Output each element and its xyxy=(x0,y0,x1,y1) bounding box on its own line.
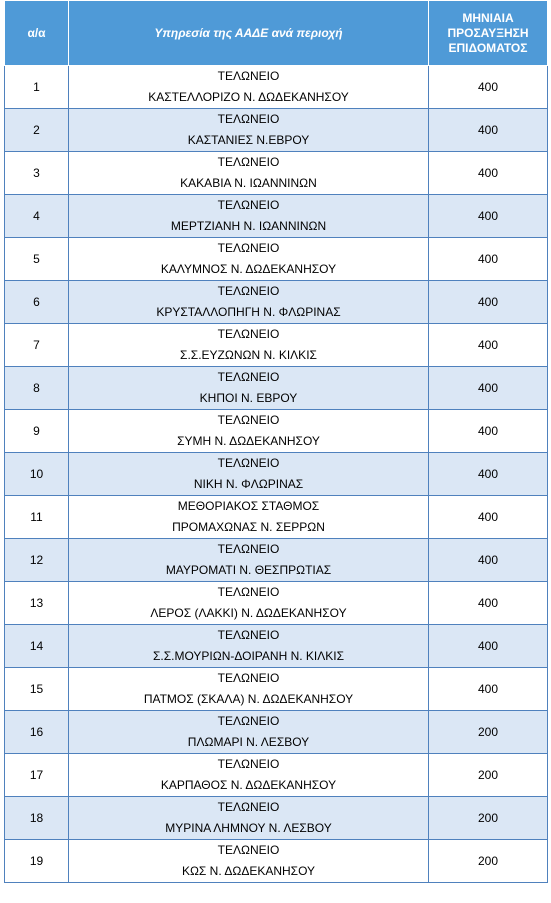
row-number: 13 xyxy=(5,582,69,625)
row-service xyxy=(69,410,429,453)
row-service xyxy=(69,453,429,496)
service-type: ΤΕΛΩΝΕΙΟ xyxy=(217,456,280,470)
row-number: 5 xyxy=(5,238,69,281)
row-number: 14 xyxy=(5,625,69,668)
service-location: ΜΥΡΙΝΑ ΛΗΜΝΟΥ Ν. ΛΕΣΒΟΥ xyxy=(165,821,332,835)
service-type: ΤΕΛΩΝΕΙΟ xyxy=(217,542,280,556)
service-type: ΤΕΛΩΝΕΙΟ xyxy=(217,757,280,771)
table-row xyxy=(5,238,548,281)
row-number: 1 xyxy=(5,66,69,109)
service-type: ΤΕΛΩΝΕΙΟ xyxy=(217,800,280,814)
row-amount: 400 xyxy=(429,668,548,711)
service-location: ΚΑΣΤΕΛΛΟΡΙΖΟ Ν. ΔΩΔΕΚΑΝΗΣΟΥ xyxy=(148,90,349,104)
row-number: 15 xyxy=(5,668,69,711)
table-row xyxy=(5,668,548,711)
row-number: 2 xyxy=(5,109,69,152)
row-number: 7 xyxy=(5,324,69,367)
service-location: ΜΑΥΡΟΜΑΤΙ Ν. ΘΕΣΠΡΩΤΙΑΣ xyxy=(165,563,332,577)
table-row xyxy=(5,367,548,410)
row-number: 9 xyxy=(5,410,69,453)
table-row xyxy=(5,195,548,238)
allowance-table xyxy=(4,0,548,883)
table-row xyxy=(5,281,548,324)
service-type: ΤΕΛΩΝΕΙΟ xyxy=(217,714,280,728)
row-amount: 400 xyxy=(429,496,548,539)
service-type: ΤΕΛΩΝΕΙΟ xyxy=(217,413,280,427)
service-location: ΝΙΚΗ Ν. ΦΛΩΡΙΝΑΣ xyxy=(193,477,304,491)
row-number: 6 xyxy=(5,281,69,324)
row-service xyxy=(69,539,429,582)
row-service xyxy=(69,367,429,410)
row-service xyxy=(69,711,429,754)
row-number: 12 xyxy=(5,539,69,582)
table-header-row xyxy=(5,1,548,66)
row-number: 18 xyxy=(5,797,69,840)
header-number: α/α xyxy=(5,1,69,66)
table-row xyxy=(5,539,548,582)
service-type: ΤΕΛΩΝΕΙΟ xyxy=(217,671,280,685)
table-row xyxy=(5,797,548,840)
row-amount: 400 xyxy=(429,582,548,625)
row-service xyxy=(69,238,429,281)
row-service xyxy=(69,582,429,625)
service-type: ΤΕΛΩΝΕΙΟ xyxy=(217,69,280,83)
table-body xyxy=(5,66,548,883)
table-row xyxy=(5,711,548,754)
row-number: 10 xyxy=(5,453,69,496)
service-location: Σ.Σ.ΕΥΖΩΝΩΝ Ν. ΚΙΛΚΙΣ xyxy=(180,348,317,362)
service-location: ΣΥΜΗ Ν. ΔΩΔΕΚΑΝΗΣΟΥ xyxy=(177,434,320,448)
service-type: ΜΕΘΟΡΙΑΚΟΣ ΣΤΑΘΜΟΣ xyxy=(177,499,320,513)
table-row xyxy=(5,453,548,496)
service-location: ΚΑΡΠΑΘΟΣ Ν. ΔΩΔΕΚΑΝΗΣΟΥ xyxy=(160,778,337,792)
service-location: ΚΩΣ Ν. ΔΩΔΕΚΑΝΗΣΟΥ xyxy=(181,864,316,878)
service-location: ΚΑΣΤΑΝΙΕΣ Ν.ΕΒΡΟΥ xyxy=(187,133,310,147)
table-row xyxy=(5,625,548,668)
row-service xyxy=(69,109,429,152)
table-row xyxy=(5,496,548,539)
service-type: ΤΕΛΩΝΕΙΟ xyxy=(217,370,280,384)
row-number: 16 xyxy=(5,711,69,754)
service-type: ΤΕΛΩΝΕΙΟ xyxy=(217,843,280,857)
table-row xyxy=(5,152,548,195)
header-amount-line: ΠΡΟΣΑΥΞΗΣΗ xyxy=(447,25,529,40)
row-service xyxy=(69,152,429,195)
service-type: ΤΕΛΩΝΕΙΟ xyxy=(217,327,280,341)
row-number: 19 xyxy=(5,840,69,883)
header-amount-line: ΜΗΝΙΑΙΑ xyxy=(462,10,514,25)
table-row xyxy=(5,840,548,883)
row-service xyxy=(69,324,429,367)
service-location: ΠΑΤΜΟΣ (ΣΚΑΛΑ) Ν. ΔΩΔΕΚΑΝΗΣΟΥ xyxy=(143,692,354,706)
row-amount: 200 xyxy=(429,754,548,797)
service-location: ΜΕΡΤΖΙΑΝΗ Ν. ΙΩΑΝΝΙΝΩΝ xyxy=(170,219,327,233)
row-amount: 400 xyxy=(429,625,548,668)
service-location: ΛΕΡΟΣ (ΛΑΚΚΙ) Ν. ΔΩΔΕΚΑΝΗΣΟΥ xyxy=(150,606,347,620)
service-type: ΤΕΛΩΝΕΙΟ xyxy=(217,628,280,642)
row-service xyxy=(69,66,429,109)
service-location: ΠΡΟΜΑΧΩΝΑΣ Ν. ΣΕΡΡΩΝ xyxy=(172,520,325,534)
row-amount: 400 xyxy=(429,539,548,582)
service-location: ΚΗΠΟΙ Ν. ΕΒΡΟΥ xyxy=(199,391,298,405)
row-amount: 400 xyxy=(429,324,548,367)
row-service xyxy=(69,797,429,840)
service-location: ΚΑΚΑΒΙΑ Ν. ΙΩΑΝΝΙΝΩΝ xyxy=(180,176,317,190)
service-type: ΤΕΛΩΝΕΙΟ xyxy=(217,112,280,126)
table-row xyxy=(5,582,548,625)
row-service xyxy=(69,625,429,668)
header-amount xyxy=(429,1,548,66)
table-row xyxy=(5,109,548,152)
row-amount: 200 xyxy=(429,840,548,883)
service-type: ΤΕΛΩΝΕΙΟ xyxy=(217,284,280,298)
header-amount-line: ΕΠΙΔΟΜΑΤΟΣ xyxy=(448,40,528,55)
row-amount: 200 xyxy=(429,797,548,840)
row-amount: 400 xyxy=(429,195,548,238)
row-amount: 200 xyxy=(429,711,548,754)
row-number: 8 xyxy=(5,367,69,410)
service-type: ΤΕΛΩΝΕΙΟ xyxy=(217,155,280,169)
row-number: 17 xyxy=(5,754,69,797)
table-row xyxy=(5,410,548,453)
row-amount: 400 xyxy=(429,410,548,453)
row-service xyxy=(69,668,429,711)
table-row xyxy=(5,324,548,367)
table-row xyxy=(5,66,548,109)
row-service xyxy=(69,281,429,324)
row-amount: 400 xyxy=(429,238,548,281)
row-service xyxy=(69,840,429,883)
service-location: ΚΡΥΣΤΑΛΛΟΠΗΓΗ Ν. ΦΛΩΡΙΝΑΣ xyxy=(156,305,341,319)
row-service xyxy=(69,754,429,797)
row-number: 11 xyxy=(5,496,69,539)
row-number: 4 xyxy=(5,195,69,238)
row-amount: 400 xyxy=(429,367,548,410)
service-type: ΤΕΛΩΝΕΙΟ xyxy=(217,585,280,599)
table-row xyxy=(5,754,548,797)
header-service: Υπηρεσία της ΑΑΔΕ ανά περιοχή xyxy=(69,1,429,66)
service-type: ΤΕΛΩΝΕΙΟ xyxy=(217,241,280,255)
row-amount: 400 xyxy=(429,281,548,324)
service-type: ΤΕΛΩΝΕΙΟ xyxy=(217,198,280,212)
service-location: Σ.Σ.ΜΟΥΡΙΩΝ-ΔΟΙΡΑΝΗ Ν. ΚΙΛΚΙΣ xyxy=(152,649,345,663)
row-service xyxy=(69,195,429,238)
row-number: 3 xyxy=(5,152,69,195)
row-amount: 400 xyxy=(429,453,548,496)
row-amount: 400 xyxy=(429,66,548,109)
service-location: ΠΛΩΜΑΡΙ Ν. ΛΕΣΒΟΥ xyxy=(187,735,310,749)
row-service xyxy=(69,496,429,539)
row-amount: 400 xyxy=(429,109,548,152)
row-amount: 400 xyxy=(429,152,548,195)
service-location: ΚΑΛΥΜΝΟΣ Ν. ΔΩΔΕΚΑΝΗΣΟΥ xyxy=(160,262,337,276)
